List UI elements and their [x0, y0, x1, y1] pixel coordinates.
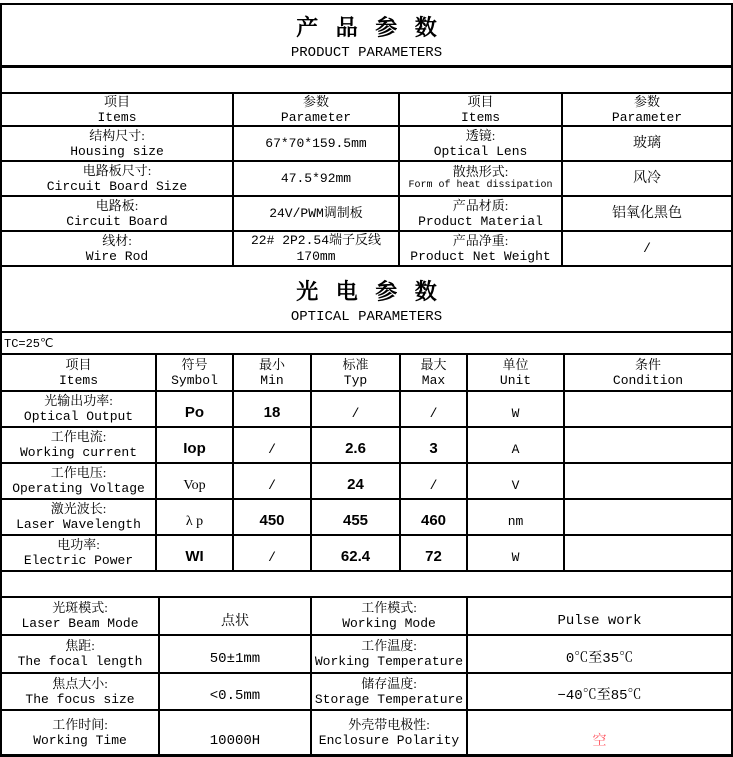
item-label-zh: 焦点大小:: [52, 675, 108, 691]
param-value: Pulse work: [557, 612, 642, 629]
condition-cell: [565, 464, 731, 498]
param-value: 铝氧化黑色: [612, 205, 682, 221]
typ-value: 24: [347, 475, 364, 493]
header-label-en: Condition: [612, 372, 684, 388]
min-value: 450: [259, 511, 285, 529]
item-label-en: Working Mode: [342, 616, 436, 631]
item-label-zh: 焦距:: [65, 638, 95, 654]
item-label-zh: 电路板尺寸:: [82, 162, 152, 178]
test-condition-note: TC=25℃: [4, 336, 54, 351]
param-value-cell: [234, 162, 398, 195]
param-value-cell: [563, 162, 731, 195]
max-value: /: [429, 406, 438, 422]
item-label-en: Storage Temperature: [314, 691, 464, 707]
item-label-cell: [2, 500, 155, 534]
param-value: 50±1mm: [209, 650, 261, 667]
item-label-cell: [2, 428, 155, 462]
min-cell: [234, 464, 310, 498]
param-value-cell: [468, 674, 731, 709]
param-value-highlighted: 空: [592, 733, 607, 749]
param-value-cell: [468, 598, 731, 634]
max-value: /: [429, 478, 438, 494]
header-cell-unit: [468, 355, 563, 390]
item-label-en: The focus size: [25, 691, 135, 707]
param-value-cell: [563, 197, 731, 230]
header-label-en: Items: [97, 109, 137, 125]
param-value-line2: 170mm: [296, 248, 336, 264]
optical-parameters-title-band: [2, 267, 731, 333]
item-label-zh: 外壳带电极性:: [348, 716, 430, 732]
product-parameters-title-band: [2, 5, 731, 68]
header-cell-typ: [312, 355, 399, 390]
page-title-zh: 产 品 参 数: [296, 15, 443, 40]
item-label-zh: 工作温度:: [361, 638, 417, 654]
max-value: 3: [429, 439, 438, 457]
unit-value: W: [511, 550, 520, 566]
param-value-cell: [160, 636, 310, 672]
condition-cell: [565, 500, 731, 534]
header-label-zh: 单位: [502, 356, 529, 372]
spec-sheet: [0, 3, 733, 757]
test-condition-row: [2, 333, 731, 355]
item-label-zh: 散热形式:: [452, 164, 509, 180]
item-label-cell: [2, 232, 232, 265]
item-label-cell: [2, 598, 158, 634]
param-value: 47.5*92mm: [280, 170, 352, 186]
unit-cell: [468, 500, 563, 534]
max-cell: [401, 464, 466, 498]
condition-cell: [565, 428, 731, 462]
header-label-en: Symbol: [171, 372, 218, 388]
header-cell-items: [2, 94, 232, 125]
item-label-en: Wire Rod: [85, 248, 149, 264]
param-value: 点状: [221, 613, 249, 629]
param-value-cell: [563, 232, 731, 265]
param-value-cell: [160, 598, 310, 634]
header-label-zh: 项目: [65, 356, 92, 372]
param-value: 玻璃: [633, 135, 661, 151]
header-label-en: Parameter: [280, 109, 352, 125]
item-label-en: Operating Voltage: [12, 481, 145, 496]
symbol-cell: [157, 392, 232, 426]
item-label-cell: [400, 162, 561, 195]
max-cell: [401, 392, 466, 426]
min-value: /: [268, 550, 276, 566]
min-value: /: [268, 442, 276, 458]
header-label-zh: 最大: [420, 356, 447, 372]
header-label-en: Parameter: [611, 109, 683, 125]
item-label-zh: 工作电流:: [50, 429, 107, 445]
item-label-en: Electric Power: [23, 553, 134, 568]
item-label-cell: [2, 464, 155, 498]
item-label-zh: 产品材质:: [452, 197, 509, 213]
spacer-row: [2, 572, 731, 598]
max-cell: [401, 500, 466, 534]
typ-cell: [312, 464, 399, 498]
unit-cell: [468, 536, 563, 570]
item-label-en: Product Net Weight: [410, 248, 551, 264]
param-value: <0.5mm: [209, 687, 261, 704]
optical-table: [2, 355, 731, 572]
symbol-cell: [157, 536, 232, 570]
unit-value: nm: [507, 514, 524, 530]
item-label-en: Optical Lens: [433, 143, 528, 159]
param-value: 风冷: [633, 170, 661, 186]
max-cell: [401, 536, 466, 570]
typ-value: 62.4: [340, 547, 371, 565]
item-label-zh: 光输出功率:: [44, 393, 113, 409]
header-label-zh: 标准: [342, 356, 369, 372]
symbol-cell: [157, 428, 232, 462]
item-label-cell: [312, 636, 466, 672]
header-cell-parameter: [234, 94, 398, 125]
item-label-cell: [312, 598, 466, 634]
header-label-en: Unit: [499, 372, 532, 388]
item-label-cell: [2, 197, 232, 230]
condition-cell: [565, 536, 731, 570]
typ-cell: [312, 428, 399, 462]
min-value: 18: [263, 403, 281, 421]
header-cell-parameter: [563, 94, 731, 125]
item-label-cell: [312, 674, 466, 709]
param-value: 67*70*159.5mm: [265, 135, 367, 151]
symbol-value: λ p: [185, 513, 204, 529]
header-label-en: Max: [421, 372, 446, 388]
min-cell: [234, 536, 310, 570]
item-label-cell: [2, 536, 155, 570]
header-label-zh: 条件: [634, 356, 661, 372]
typ-cell: [312, 536, 399, 570]
item-label-cell: [312, 711, 466, 754]
item-label-zh: 电路板:: [95, 197, 139, 213]
header-label-zh: 项目: [467, 94, 494, 109]
item-label-zh: 工作时间:: [52, 716, 108, 732]
spacer-row: [2, 68, 731, 94]
unit-cell: [468, 464, 563, 498]
symbol-value: Iop: [183, 439, 206, 457]
item-label-en: Housing size: [70, 143, 164, 159]
unit-value: V: [511, 478, 520, 494]
item-label-en: Laser Wavelength: [16, 517, 141, 532]
item-label-cell: [2, 674, 158, 709]
header-cell-items: [2, 355, 155, 390]
header-label-en: Items: [460, 109, 500, 125]
item-label-zh: 光斑模式:: [52, 600, 108, 616]
item-label-en: Working Time: [33, 732, 127, 748]
param-value: 10000H: [209, 732, 261, 749]
header-label-zh: 最小: [258, 356, 285, 372]
item-label-en: Working Temperature: [314, 654, 464, 669]
item-label-cell: [400, 127, 561, 160]
header-cell-min: [234, 355, 310, 390]
param-value: 0℃至35℃: [565, 650, 634, 667]
param-value-cell: [234, 232, 398, 265]
item-label-cell: [400, 197, 561, 230]
param-value: 22# 2P2.54端子反线: [250, 232, 381, 248]
item-label-en: Circuit Board Size: [46, 178, 188, 194]
param-value: −40℃至85℃: [557, 687, 642, 704]
item-label-zh: 工作电压:: [50, 465, 107, 481]
header-cell-items: [400, 94, 561, 125]
unit-value: W: [511, 406, 520, 422]
item-label-cell: [2, 127, 232, 160]
general-table: [2, 598, 731, 754]
item-label-zh: 产品净重:: [452, 232, 509, 248]
header-label-zh: 符号: [181, 356, 208, 372]
typ-value: 2.6: [345, 439, 366, 457]
unit-cell: [468, 392, 563, 426]
optical-title-zh: 光 电 参 数: [296, 279, 443, 304]
header-cell-condition: [565, 355, 731, 390]
product-table: [2, 94, 731, 267]
header-label-zh: 参数: [302, 94, 329, 109]
typ-cell: [312, 392, 399, 426]
typ-value: /: [351, 406, 360, 422]
item-label-cell: [2, 392, 155, 426]
item-label-cell: [2, 711, 158, 754]
header-label-en: Typ: [343, 372, 368, 388]
max-value: 72: [425, 547, 442, 565]
item-label-cell: [2, 636, 158, 672]
item-label-zh: 储存温度:: [361, 675, 417, 691]
item-label-zh: 线材:: [102, 232, 132, 248]
param-value-cell: [468, 636, 731, 672]
param-value-cell: [160, 674, 310, 709]
max-cell: [401, 428, 466, 462]
header-cell-max: [401, 355, 466, 390]
item-label-en: The focal length: [17, 654, 143, 669]
typ-value: 455: [342, 511, 369, 529]
header-label-zh: 项目: [103, 94, 130, 109]
item-label-en: Working current: [19, 445, 138, 460]
min-cell: [234, 500, 310, 534]
optical-title-en: OPTICAL PARAMETERS: [290, 309, 443, 325]
header-label-zh: 参数: [633, 94, 660, 109]
param-value-cell: [563, 127, 731, 160]
item-label-cell: [2, 162, 232, 195]
symbol-cell: [157, 500, 232, 534]
param-value-cell: [160, 711, 310, 754]
header-label-en: Items: [58, 372, 98, 388]
param-value: 24V/PWM调制板: [269, 205, 363, 221]
param-value: /: [643, 240, 651, 256]
symbol-value: Po: [184, 403, 205, 421]
min-cell: [234, 392, 310, 426]
unit-cell: [468, 428, 563, 462]
item-label-en: Laser Beam Mode: [21, 616, 139, 631]
item-label-en: Optical Output: [23, 409, 134, 424]
item-label-zh: 激光波长:: [50, 501, 107, 517]
item-label-zh: 电功率:: [57, 537, 100, 553]
min-cell: [234, 428, 310, 462]
item-label-en: Form of heat dissipation: [408, 180, 553, 192]
condition-cell: [565, 392, 731, 426]
unit-value: A: [511, 442, 520, 458]
item-label-cell: [400, 232, 561, 265]
header-cell-symbol: [157, 355, 232, 390]
item-label-en: Circuit Board: [66, 213, 168, 229]
typ-cell: [312, 500, 399, 534]
page-title-en: PRODUCT PARAMETERS: [290, 45, 443, 61]
item-label-zh: 结构尺寸:: [89, 127, 145, 143]
symbol-value: WI: [185, 547, 204, 565]
max-value: 460: [420, 511, 447, 529]
param-value-cell: [234, 197, 398, 230]
item-label-en: Product Material: [418, 213, 543, 229]
header-label-en: Min: [260, 372, 284, 388]
item-label-en: Enclosure Polarity: [318, 732, 460, 748]
symbol-cell: [157, 464, 232, 498]
item-label-zh: 工作模式:: [361, 600, 417, 616]
symbol-value: Vop: [183, 477, 206, 493]
min-value: /: [268, 478, 276, 494]
item-label-zh: 透镜:: [465, 127, 496, 143]
param-value-cell: [468, 711, 731, 754]
param-value-cell: [234, 127, 398, 160]
